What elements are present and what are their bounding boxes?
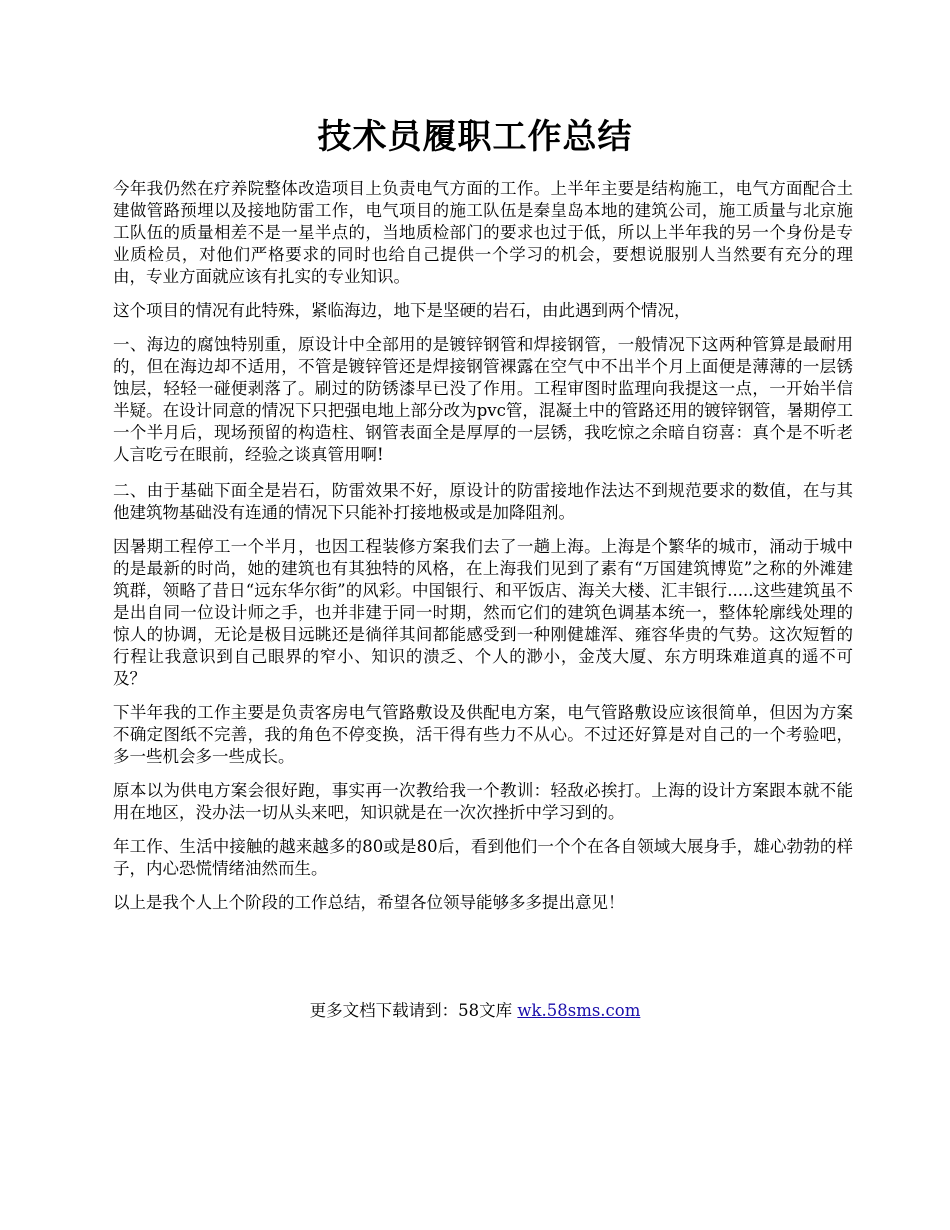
footer-link[interactable]: wk.58sms.com xyxy=(517,1001,641,1020)
paragraph-shanghai-trip: 因暑期工程停工一个半月，也因工程装修方案我们去了一趟上海。上海是个繁华的城市，涌动于城中的是最新的时尚，她的建筑也有其独特的风格，在上海我们见到了素有“万国建筑博览”之称的外滩建筑群，领略了昔日“远东华尔街”的风彩。中国银行、和平饭店、海关大楼、汇丰银行.....这些建筑虽不是出自同一位设计师之手，也并非建于同一时期，然而它们的建筑色调基本统一，整体轮廓线处理的惊人的协调，无论是极目远眺还是徜徉其间都能感受到一种刚健雄浑、雍容华贵的气势。这次短暂的行程让我意识到自己眼界的窄小、知识的溃乏、个人的渺小，金茂大厦、东方明珠难道真的遥不可及？ xyxy=(113,537,853,688)
footer xyxy=(0,999,950,1023)
paragraph-project-situation: 这个项目的情况有此特殊，紧临海边，地下是坚硬的岩石，由此遇到两个情况， xyxy=(113,301,691,320)
paragraph-second-half: 下半年我的工作主要是负责客房电气管路敷设及供配电方案，电气管路敷设应该很简单，但因为方案不确定图纸不完善，我的角色不停变换，活干得有些力不从心。不过还好算是对自己的一个考验吧，多一些机会多一些成长。 xyxy=(113,703,853,766)
paragraph-corrosion: 一、海边的腐蚀特别重，原设计中全部用的是镀锌钢管和焊接钢管，一般情况下这两种管算是最耐用的，但在海边却不适用，不管是镀锌管还是焊接钢管裸露在空气中不出半个月上面便是薄薄的一层锈蚀层，轻轻一碰便剥落了。刷过的防锈漆早已没了作用。工程审图时监理向我提这一点，一开始半信半疑。在设计同意的情况下只把强电地上部分改为pvc管，混凝土中的管路还用的镀锌钢管，暑期停工一个半月后，现场预留的构造柱、钢管表面全是厚厚的一层锈，我吃惊之余暗自窃喜：真个是不听老人言吃亏在眼前，经验之谈真管用啊! xyxy=(113,335,853,464)
document-title: 技术员履职工作总结 xyxy=(317,117,633,157)
paragraph-grounding: 二、由于基础下面全是岩石，防雷效果不好，原设计的防雷接地作法达不到规范要求的数值，在与其他建筑物基础没有连通的情况下只能补打接地极或是加降阻剂。 xyxy=(113,481,853,522)
paragraph-power-plan: 原本以为供电方案会很好跑，事实再一次教给我一个教训：轻敌必挨打。上海的设计方案跟本就不能用在地区，没办法一切从头来吧，知识就是在一次次挫折中学习到的。 xyxy=(113,781,853,822)
paragraph-closing: 以上是我个人上个阶段的工作总结，希望各位领导能够多多提出意见！ xyxy=(113,893,625,912)
document-body xyxy=(113,178,853,926)
paragraph-reflection: 年工作、生活中接触的越来越多的80或是80后，看到他们一个个在各自领域大展身手，雄心勃勃的样子，内心恐慌情绪油然而生。 xyxy=(113,837,853,878)
footer-prefix: 更多文档下载请到：58文库 xyxy=(309,1001,518,1020)
paragraph-intro: 今年我仍然在疗养院整体改造项目上负责电气方面的工作。上半年主要是结构施工，电气方面配合土建做管路预埋以及接地防雷工作，电气项目的施工队伍是秦皇岛本地的建筑公司，施工质量与北京施工队伍的质量相差不是一星半点的，当地质检部门的要求也过于低，所以上半年我的另一个身份是专业质检员，对他们严格要求的同时也给自己提供一个学习的机会，要想说服别人当然要有充分的理由，专业方面就应该有扎实的专业知识。 xyxy=(113,179,853,286)
